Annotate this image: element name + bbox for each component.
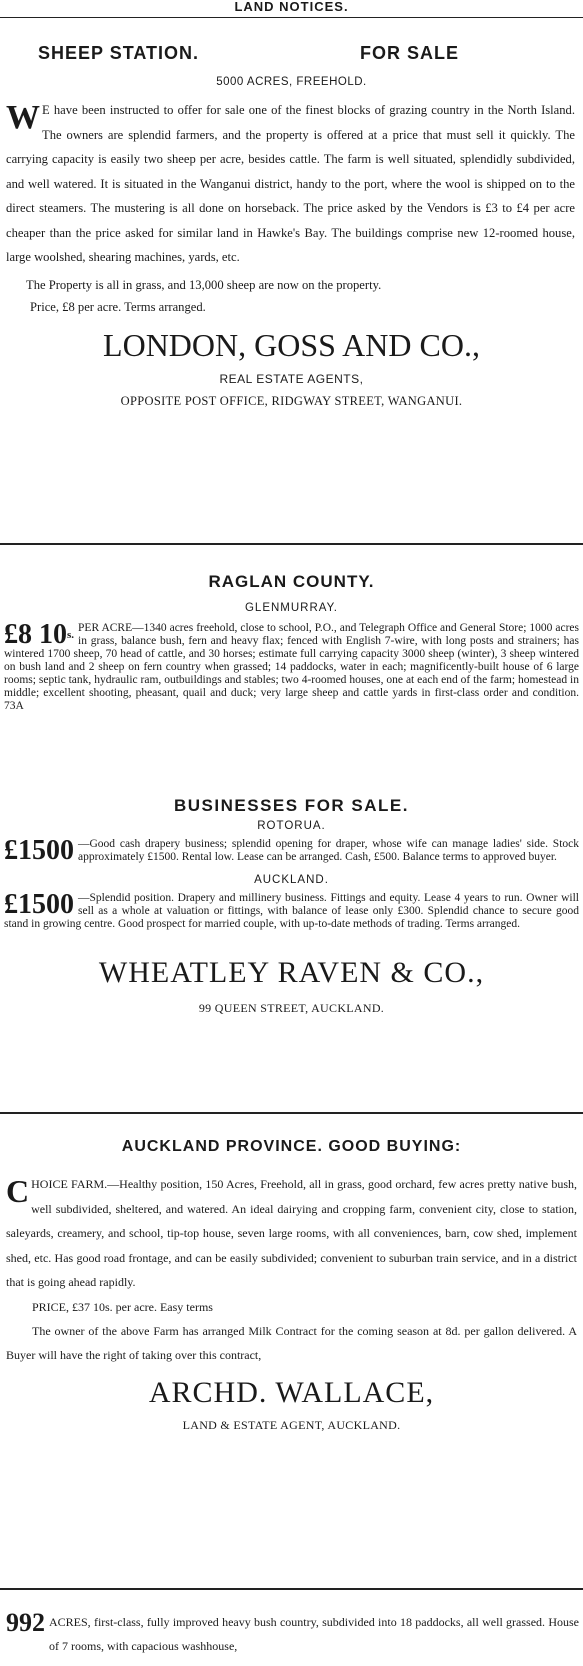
header-rule bbox=[0, 17, 583, 18]
ad-body bbox=[6, 1610, 579, 1658]
ad-title: AUCKLAND PROVINCE. GOOD BUYING: bbox=[121, 1138, 462, 1155]
ad-businesses bbox=[0, 796, 583, 1016]
divider bbox=[0, 1112, 583, 1114]
ad-body bbox=[4, 619, 579, 713]
listing-auckland bbox=[4, 889, 579, 931]
ad-price: PRICE, £37 10s. per acre. Easy terms bbox=[32, 1299, 213, 1314]
divider bbox=[0, 543, 583, 545]
ad-auckland-province bbox=[0, 1138, 583, 1433]
page-header bbox=[0, 0, 583, 18]
ad-sheep-station bbox=[0, 40, 583, 409]
agent-name: WHEATLEY RAVEN & CO., bbox=[98, 956, 485, 989]
ad-title-left: SHEEP STATION. bbox=[38, 43, 200, 63]
drop-cap: W bbox=[6, 99, 40, 136]
listing-rotorua bbox=[4, 835, 579, 866]
price-figure: £1500 bbox=[4, 835, 74, 866]
ad-line-price: Price, £8 per acre. Terms arranged. bbox=[30, 299, 206, 314]
ad-subtitle: GLENMURRAY. bbox=[244, 602, 338, 614]
divider bbox=[0, 1588, 583, 1590]
agent-address: 99 QUEEN STREET, AUCKLAND. bbox=[198, 1001, 385, 1015]
ad-title: RAGLAN COUNTY. bbox=[208, 572, 375, 591]
ad-body-text: PER ACRE—1340 acres freehold, close to school, P.O., and Telegraph Office and General Store; 1000 acres in grass, balance bush, fern and heavy flax; fenced with English 7-wire, with long posts and strainers; has wintered 1700 sheep, 70 head of cattle, and 30 horses; estimate full carrying capacity 3000 sheep (winter), 3 sheep wintered on bush land and 2 sheep on fern country when grassed; 14 paddocks, water in each; magnificently-built house of 6 large rooms; septic tank, hydraulic ram, outbuildings and stables; two 4-roomed houses, one at each end of the farm; homestead in middle; excellent shooting, pheasant, quail and duck; very large sheep and cattle yards in first-class order and condition. 73A bbox=[4, 622, 579, 712]
ad-subtitle-auckland: AUCKLAND. bbox=[254, 874, 329, 886]
ad-body-2: The owner of the above Farm has arranged Milk Contract for the coming season at 8d. per gallon delivered. A Buyer will have the right of taking over this contract, bbox=[6, 1323, 577, 1362]
ad-title: BUSINESSES FOR SALE. bbox=[174, 796, 409, 815]
ad-title-right: FOR SALE bbox=[360, 43, 460, 63]
ad-body-text: HOICE FARM.—Healthy position, 150 Acres, Freehold, all in grass, good orchard, few acres pretty native bush, well subdivided, sheltered, and watered. An ideal dairying and cropping farm, convenient city, close to station, saleyards, creamery, and school, tip-top house, seven large rooms, with all conveniences, barn, cow shed, implement shed, etc. Has good road frontage, and can be easily subdivided; convenient to suburban train service, and in a district that is going ahead rapidly. bbox=[6, 1177, 577, 1289]
ad-body bbox=[6, 98, 575, 270]
ad-992-acres bbox=[0, 1610, 583, 1658]
ad-line-property: The Property is all in grass, and 13,000 sheep are now on the property. bbox=[26, 277, 382, 292]
ad-body-text: E have been instructed to offer for sale one of the finest blocks of grazing country in the North Island. The owners are splendid farmers, and the property is offered at a price that must sell it quickly. The carrying capacity is easily two sheep per acre, besides cattle. The farm is well situated, splendidly subdivided, and well watered. It is situated in the Wanganui district, handy to the port, where the wool is shipped on to the direct steamers. The mustering is all done on horseback. The price asked by the Vendors is £3 to £4 per acre cheaper than the price asked for similar land in Hawke's Bay. The buildings comprise new 12-roomed house, large woolshed, shearing machines, yards, etc. bbox=[6, 103, 575, 264]
price-figure: £8 $10^{s.}$ bbox=[4, 619, 75, 650]
ad-body bbox=[6, 1172, 577, 1295]
ad-number: 992 bbox=[6, 1608, 45, 1637]
listing-text: —Good cash drapery business; splendid opening for draper, whose wife can manage ladies' side. Stock approximately £1500. Rental low. Lease can be arranged. Cash, £500. Balance terms to approved buyer. bbox=[78, 838, 579, 863]
ad-subtitle: 5000 ACRES, FREEHOLD. bbox=[216, 76, 367, 88]
ad-body-text: ACRES, first-class, fully improved heavy bush country, subdivided into 18 paddocks, all well grassed. House of 7 rooms, with capacious washhouse, bbox=[49, 1615, 579, 1653]
agent-subtitle: LAND & ESTATE AGENT, AUCKLAND. bbox=[182, 1417, 401, 1432]
ad-subtitle-rotorua: ROTORUA. bbox=[257, 820, 326, 832]
listing-text: —Splendid position. Drapery and millinery business. Fittings and equity. Lease 4 years to run. Owner will sell as a whole at valuation or fittings, with balance of lease only £300. Splendid chance to secure good stand in growing centre. Good prospect for married couple, with up-to-date methods of trading. Terms arranged. bbox=[4, 892, 579, 930]
section-title: LAND NOTICES. bbox=[234, 0, 349, 14]
agent-name: ARCHD. WALLACE, bbox=[148, 1375, 435, 1409]
agent-subtitle: REAL ESTATE AGENTS, bbox=[219, 371, 364, 386]
agent-address: OPPOSITE POST OFFICE, RIDGWAY STREET, WANGANUI. bbox=[120, 393, 463, 408]
ad-raglan bbox=[0, 572, 583, 713]
ad-title-row bbox=[0, 40, 583, 68]
agent-name: LONDON, GOSS AND CO., bbox=[103, 326, 480, 363]
drop-cap: C bbox=[6, 1173, 30, 1209]
price-figure: £1500 bbox=[4, 889, 74, 920]
